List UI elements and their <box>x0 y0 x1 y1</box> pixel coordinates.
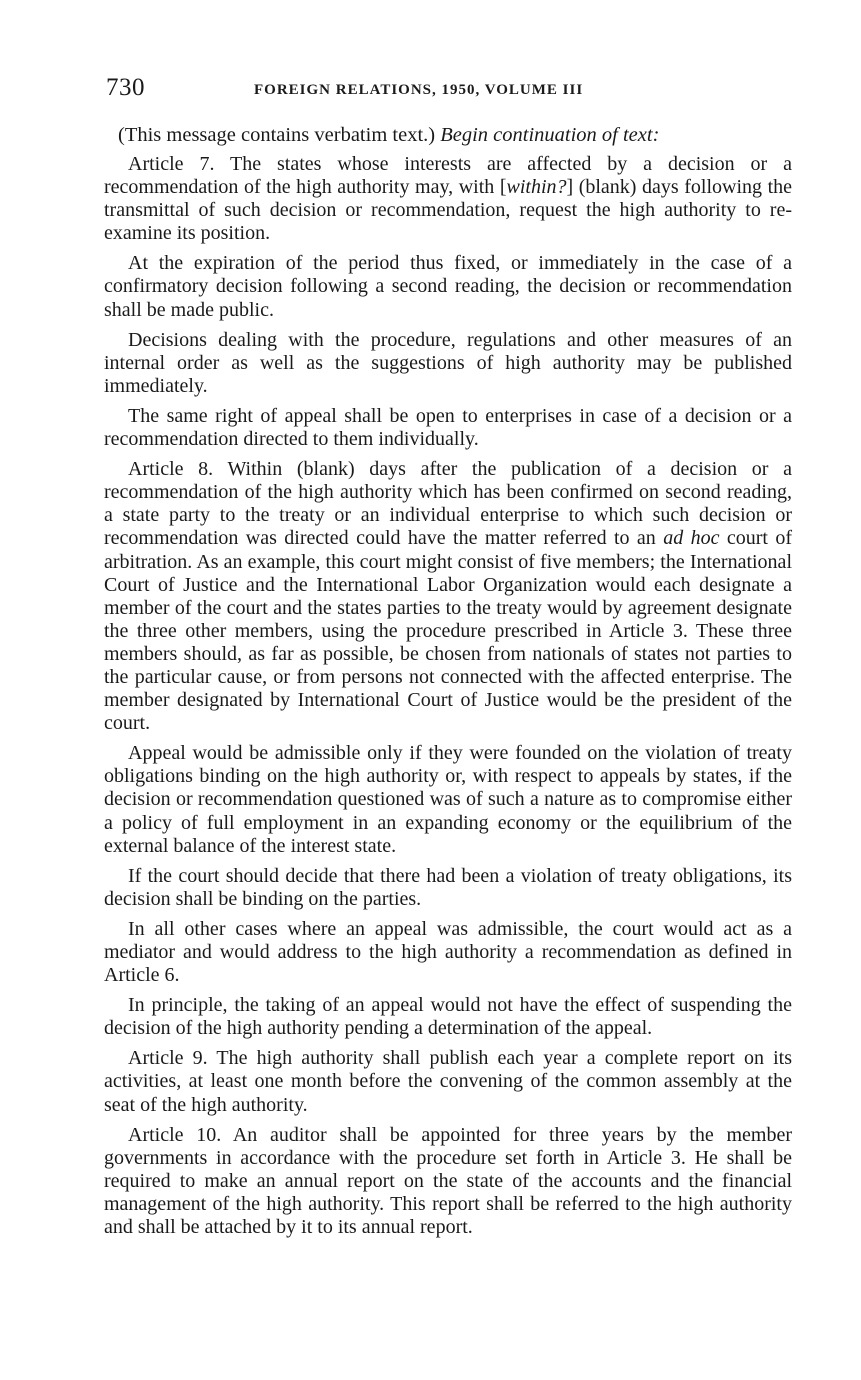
paragraph-5-italic: ad hoc <box>663 527 720 550</box>
intro-plain: (This message contains verbatim text.) <box>118 124 441 146</box>
paragraph-5-text-a: Article 8. Within (blank) days after the publication of a decision or a recommendation of the high authority which has been confirmed on second reading, a state party to the treaty or an individual enterprise to which such decision or recommendation was directed could have the matter referred to an <box>104 458 792 550</box>
paragraph-5-text-b: court of arbitration. As an example, this court might consist of five members; the International Court of Justice and the International Labor Organization would each designate a member of the court and the states parties to the treaty would by agreement designate the three other members, using the procedure prescribed in Article 3. These three members should, as far as possible, be chosen from nationals of states not parties to the particular cause, or from persons not connected with the affected enterprise. The member designated by International Court of Justice would be the president of the court. <box>104 527 792 735</box>
body-text <box>104 153 792 1239</box>
paragraph-8: In all other cases where an appeal was admissible, the court would act as a mediator and would address to the high authority a recommendation as defined in Article 6. <box>104 917 792 987</box>
paragraph-1-text-a: Article 7. The states whose interests are affected by a decision or a recommendation of the high authority may, with [ <box>104 153 792 199</box>
paragraph-article-9: Article 9. The high authority shall publish each year a complete report on its activities, at least one month before the convening of the common assembly at the seat of the high authority. <box>104 1047 792 1116</box>
paragraph-article-10: Article 10. An auditor shall be appointed for three years by the member governments in accordance with the procedure set forth in Article 3. He shall be required to make an annual report on the state of the accounts and the financial management of the high authority. This report shall be referred to the high authority and shall be attached by it to its annual report. <box>104 1123 792 1239</box>
paragraph-1-text-b: ] (blank) days following the transmittal of such decision or recommendation, request the high authority to re-examine its position. <box>104 176 792 245</box>
intro-italic: Begin continuation of text: <box>440 124 660 146</box>
paragraph-9: In principle, the taking of an appeal would not have the effect of suspending the decision of the high authority pending a determination of the appeal. <box>104 994 792 1040</box>
paragraph-1-italic: within? <box>506 176 567 199</box>
running-head: FOREIGN RELATIONS, 1950, VOLUME III <box>254 82 584 98</box>
paragraph-6: Appeal would be admissible only if they were founded on the violation of treaty obligations binding on the high authority or, with respect to appeals by states, if the decision or recommendation questioned was of such a nature as to compromise either a policy of full employment in an expanding economy or the equilibrium of the external balance of the interest state. <box>104 742 792 857</box>
page-number: 730 <box>106 74 145 101</box>
paragraph-4: The same right of appeal shall be open to enterprises in case of a decision or a recommendation directed to them individually. <box>104 404 792 451</box>
paragraph-3: Decisions dealing with the procedure, regulations and other measures of an internal order as well as the suggestions of high authority may be published immediately. <box>104 328 792 397</box>
paragraph-article-8 <box>104 458 792 735</box>
document-page <box>104 70 792 1246</box>
page-header <box>104 70 792 110</box>
paragraph-article-7 <box>104 153 792 245</box>
paragraph-7: If the court should decide that there had been a violation of treaty obligations, its decision shall be binding on the parties. <box>104 864 792 910</box>
intro-line <box>104 124 792 147</box>
paragraph-2: At the expiration of the period thus fixed, or immediately in the case of a confirmatory decision following a second reading, the decision or recommendation shall be made public. <box>104 252 792 321</box>
